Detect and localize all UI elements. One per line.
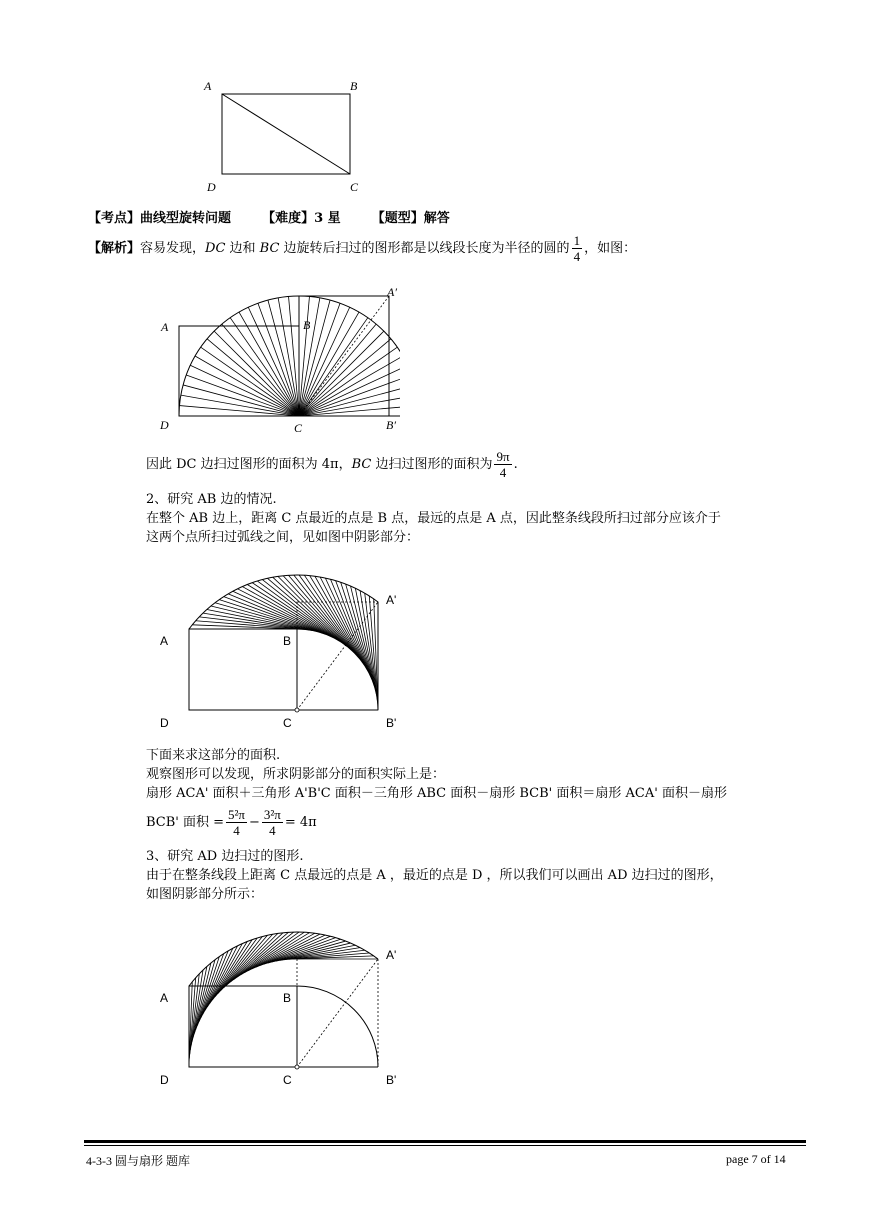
- tixing-tag: 【题型】: [371, 211, 424, 226]
- fig3-sweep-line: [267, 578, 349, 648]
- fig1-label-a: A: [204, 79, 212, 93]
- fig3-sweep-line: [336, 581, 373, 682]
- fig3-label-c: C: [283, 716, 292, 730]
- fig1-label-b: B: [350, 79, 358, 93]
- formula-lhs: BCB' 面积 =: [146, 815, 225, 830]
- fig4-label-b: B: [283, 991, 292, 1005]
- kaodian-value: 曲线型旋转问题: [140, 211, 232, 226]
- fig2-label-b2: B′: [386, 418, 396, 432]
- fig3-rectangle: [189, 629, 297, 710]
- formula-fraction-2: [262, 807, 283, 838]
- analysis-tag: 【解析】: [88, 241, 141, 256]
- fig3-label-b: B: [283, 634, 292, 648]
- fig4-label-c: C: [283, 1073, 292, 1087]
- sec2-line1: 在整个 AB 边上，距离 C 点最近的点是 B 点，最远的点是 A 点，因此整条线段所扫过部分应该介于: [146, 511, 721, 526]
- figure-rotation-ab: [160, 555, 400, 730]
- fig4-label-d: D: [160, 1073, 169, 1087]
- tixing-value: 解答: [423, 211, 450, 226]
- area-fraction: [494, 449, 511, 480]
- fig2-diagonal: [299, 296, 389, 416]
- sec2-line2: 这两个点所扫过弧线之间，见如图中阴影部分：: [146, 530, 420, 545]
- fig2-sweep-line: [190, 365, 299, 416]
- area-text-c: .: [513, 457, 518, 472]
- analysis-line: [88, 232, 636, 266]
- formula-f1-den: 4: [233, 823, 240, 838]
- meta-line: [88, 210, 450, 228]
- analysis-text-d: ，如图：: [584, 241, 637, 256]
- fig2-label-c: C: [294, 421, 303, 435]
- analysis-fraction: [572, 233, 583, 264]
- analysis-text-a: 容易发现，: [140, 241, 206, 256]
- sec2-title: 2、研究 AB 边的情况.: [146, 492, 277, 507]
- fig3-sweep-line: [242, 587, 336, 640]
- fig2-sweep-line: [248, 307, 299, 416]
- fig3-sweep-line: [351, 586, 376, 691]
- fig2-rotated-rectangle: [299, 296, 389, 416]
- formula-result: = 4π: [284, 815, 317, 830]
- footer-right: page 7 of 14: [726, 1152, 786, 1166]
- nandu-tag: 【难度】: [262, 211, 315, 226]
- fig1-label-c: C: [350, 180, 359, 194]
- fig2-sweep-line: [268, 300, 299, 416]
- fig3-sweep-line: [369, 596, 377, 704]
- analysis-text-b: 边和: [225, 241, 260, 256]
- fig2-sweep-line: [299, 296, 309, 416]
- fig2-label-a2: A′: [387, 285, 397, 299]
- formula-f2-den: 4: [269, 823, 276, 838]
- fig4-label-b2: B': [386, 1073, 397, 1087]
- analysis-bc: BC: [259, 241, 280, 256]
- fig4-pivot: [295, 1065, 299, 1069]
- fig3-pivot: [295, 708, 299, 712]
- fig2-label-d: D: [160, 418, 169, 432]
- formula-f2-num: 3²π: [263, 807, 281, 822]
- sec2b-line1: 下面来求这部分的面积.: [146, 748, 281, 763]
- fig2-sweep-line: [289, 296, 299, 416]
- area-text-b: 边扫过图形的面积为: [371, 457, 493, 472]
- fig2-label-a: A: [161, 320, 169, 334]
- sec3-line2: 如图阴影部分所示：: [146, 887, 264, 902]
- sec3-line1: 由于在整条线段上距离 C 点最远的点是 A ，最近的点是 D ，所以我们可以画出 AD 边扫过的图形，: [146, 868, 723, 883]
- fig3-label-a: A: [160, 634, 169, 648]
- fraction-numerator: 1: [573, 233, 581, 248]
- formula-f1-num: 5²π: [228, 807, 245, 822]
- fig4-label-a: A: [160, 991, 169, 1005]
- fig4-arc-b: [297, 986, 378, 1067]
- sec2b-formula: [146, 806, 317, 840]
- fig3-label-d: D: [160, 716, 169, 730]
- analysis-text-c: 边旋转后扫过的图形都是以线段长度为半径的圆的: [279, 241, 570, 256]
- formula-minus: −: [249, 815, 260, 830]
- sec2b-line2: 观察图形可以发现，所求阴影部分的面积实际上是：: [146, 767, 446, 782]
- area-bc: BC: [351, 457, 372, 472]
- sec3-title: 3、研究 AD 边扫过的图形.: [146, 849, 304, 864]
- fig2-label-b: B: [303, 318, 311, 332]
- fig2-rectangle: [179, 326, 299, 416]
- footer-rule-thin: [84, 1145, 806, 1146]
- fig2-sweep-line: [183, 385, 299, 416]
- fig3-label-a2: A': [386, 593, 397, 607]
- area-line: [146, 448, 518, 482]
- fig3-sweep-line: [247, 585, 339, 641]
- fig4-label-a2: A': [386, 948, 397, 962]
- fraction-denominator: 4: [573, 249, 581, 264]
- nandu-value: 3 星: [314, 211, 341, 226]
- fig2-sweep-line: [179, 406, 299, 416]
- footer-rule-thick: [84, 1140, 806, 1143]
- figure-rotation-ad: [160, 905, 400, 1080]
- formula-fraction-1: [226, 807, 247, 838]
- analysis-dc: DC: [205, 241, 226, 256]
- fig4-diagonal: [297, 959, 378, 1067]
- area-text-a: 因此 DC 边扫过图形的面积为 4π，: [146, 457, 352, 472]
- area-fraction-denominator: 4: [499, 465, 507, 480]
- area-fraction-numerator: 9π: [496, 449, 510, 464]
- sec2b-line3: 扇形 ACA' 面积＋三角形 A'B'C 面积－三角形 ABC 面积－扇形 BCB' 面积＝扇形 ACA' 面积－扇形: [146, 786, 727, 801]
- fig3-label-b2: B': [386, 716, 397, 730]
- footer-left: 4-3-3 圆与扇形 题库: [86, 1154, 190, 1168]
- figure-rotation-dc-bc: [160, 280, 400, 430]
- kaodian-tag: 【考点】: [88, 211, 141, 226]
- fig1-label-d: D: [207, 180, 216, 194]
- fig4-rectangle: [189, 986, 297, 1067]
